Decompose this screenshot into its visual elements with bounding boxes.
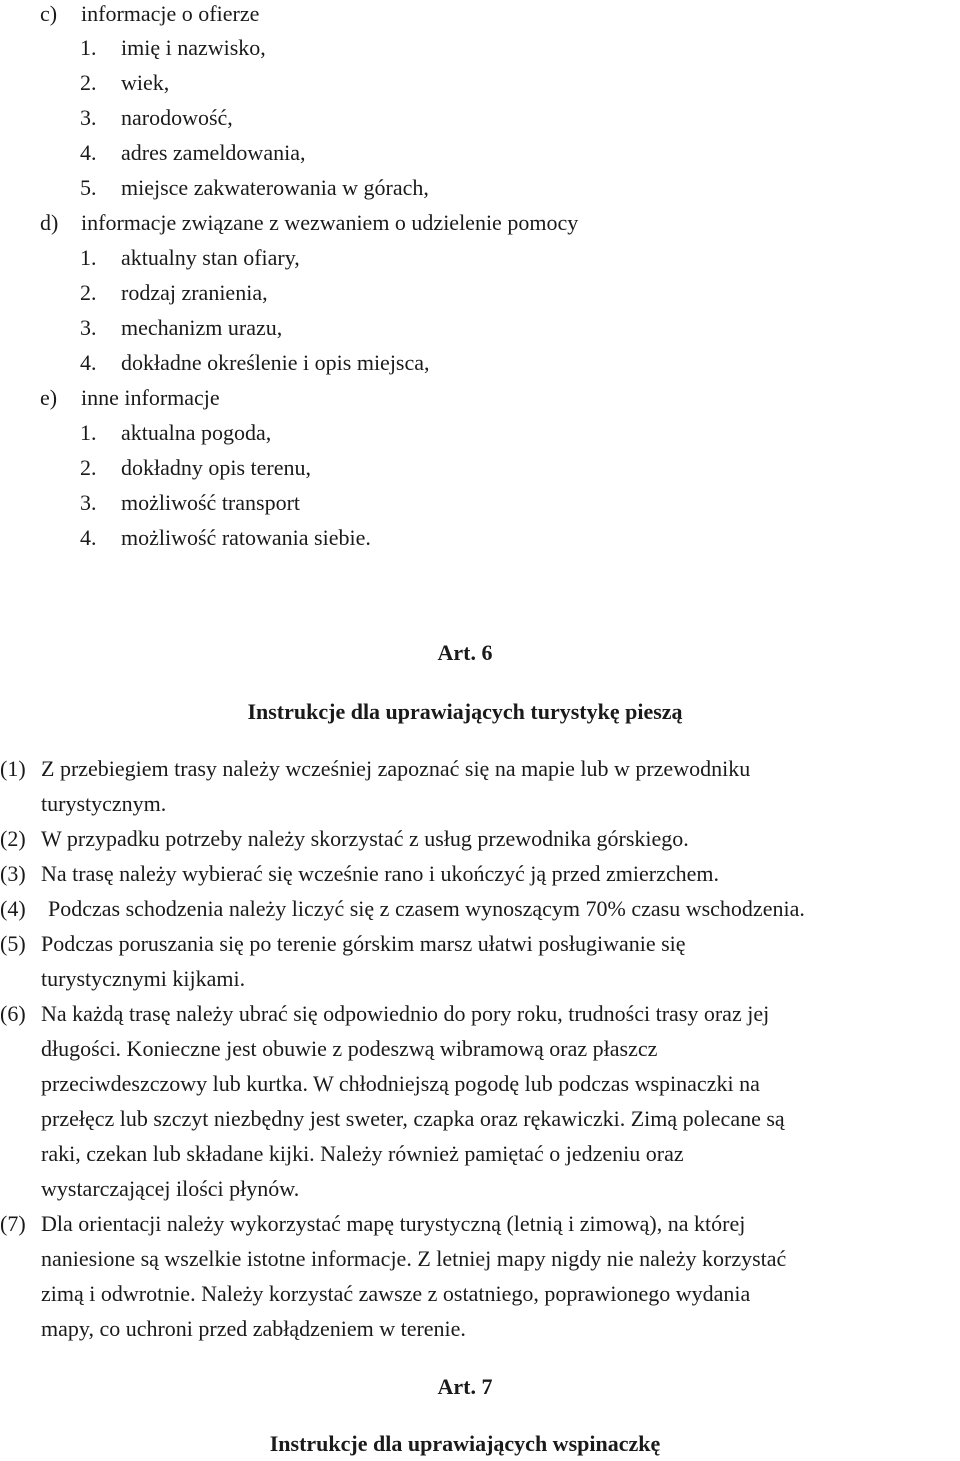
point-line: przeciwdeszczowy lub kurtka. W chłodniejszą pogodę lub podczas wspinaczki na: [41, 1071, 760, 1096]
point-line: zimą i odwrotnie. Należy korzystać zawsze z ostatniego, poprawionego wydania: [41, 1281, 751, 1306]
point-line: wystarczającej ilości płynów.: [41, 1176, 300, 1201]
item-number: 2.: [80, 455, 97, 480]
item-number: 1.: [80, 420, 97, 445]
point-number: (3): [0, 861, 26, 886]
section-e-text: inne informacje: [81, 385, 220, 410]
item-text: możliwość transport: [121, 490, 301, 515]
item-number: 3.: [80, 315, 97, 340]
item-text: aktualny stan ofiary,: [121, 245, 300, 270]
item-text: dokładne określenie i opis miejsca,: [121, 350, 430, 375]
point-line: Dla orientacji należy wykorzystać mapę turystyczną (letnią i zimową), na której: [41, 1211, 746, 1236]
point-number: (5): [0, 931, 26, 956]
item-number: 4.: [80, 140, 97, 165]
section-c-text: informacje o ofierze: [81, 1, 260, 26]
article-7-subtitle: Instrukcje dla uprawiających wspinaczkę: [269, 1431, 661, 1456]
item-number: 4.: [80, 525, 97, 550]
point-line: Podczas poruszania się po terenie górskim marsz ułatwi posługiwanie się: [41, 931, 686, 956]
item-number: 2.: [80, 70, 97, 95]
article-6-title: Art. 6: [437, 640, 493, 665]
point-line: turystycznym.: [41, 791, 167, 816]
point-line: Na trasę należy wybierać się wcześnie rano i ukończyć ją przed zmierzchem.: [41, 861, 719, 886]
item-number: 2.: [80, 280, 97, 305]
point-number: (2): [0, 826, 26, 851]
section-c-marker: c): [40, 1, 58, 26]
item-number: 5.: [80, 175, 97, 200]
section-e-marker: e): [40, 385, 58, 410]
item-text: aktualna pogoda,: [121, 420, 272, 445]
point-number: (4): [0, 896, 26, 921]
item-number: 3.: [80, 105, 97, 130]
item-text: dokładny opis terenu,: [121, 455, 312, 480]
point-line: raki, czekan lub składane kijki. Należy również pamiętać o jedzeniu oraz: [41, 1141, 684, 1166]
item-number: 1.: [80, 245, 97, 270]
item-text: narodowość,: [121, 105, 233, 130]
item-number: 3.: [80, 490, 97, 515]
point-line: turystycznymi kijkami.: [41, 966, 246, 991]
point-line: Na każdą trasę należy ubrać się odpowiednio do pory roku, trudności trasy oraz jej: [41, 1001, 770, 1026]
item-text: adres zameldowania,: [121, 140, 306, 165]
point-number: (6): [0, 1001, 26, 1026]
item-text: mechanizm urazu,: [121, 315, 283, 340]
point-line: przełęcz lub szczyt niezbędny jest sweter, czapka oraz rękawiczki. Zimą polecane są: [41, 1106, 785, 1131]
point-line: Z przebiegiem trasy należy wcześniej zapoznać się na mapie lub w przewodniku: [41, 756, 751, 781]
point-line: W przypadku potrzeby należy skorzystać z usług przewodnika górskiego.: [41, 826, 689, 851]
point-line: mapy, co uchroni przed zabłądzeniem w terenie.: [41, 1316, 466, 1341]
point-line: naniesione są wszelkie istotne informacje. Z letniej mapy nigdy nie należy korzystać: [41, 1246, 787, 1271]
article-7-title: Art. 7: [437, 1374, 493, 1399]
item-text: możliwość ratowania siebie.: [121, 525, 371, 550]
point-number: (7): [0, 1211, 26, 1236]
item-number: 1.: [80, 35, 97, 60]
item-text: imię i nazwisko,: [121, 35, 266, 60]
article-6-subtitle: Instrukcje dla uprawiających turystykę pieszą: [247, 699, 683, 724]
section-d-marker: d): [40, 210, 59, 235]
item-number: 4.: [80, 350, 97, 375]
item-text: miejsce zakwaterowania w górach,: [121, 175, 429, 200]
item-text: wiek,: [121, 70, 170, 95]
point-line: Podczas schodzenia należy liczyć się z czasem wynoszącym 70% czasu wschodzenia.: [48, 896, 805, 921]
point-line: długości. Konieczne jest obuwie z podeszwą wibramową oraz płaszcz: [41, 1036, 658, 1061]
point-number: (1): [0, 756, 26, 781]
section-d-text: informacje związane z wezwaniem o udzielenie pomocy: [81, 210, 579, 235]
item-text: rodzaj zranienia,: [121, 280, 268, 305]
